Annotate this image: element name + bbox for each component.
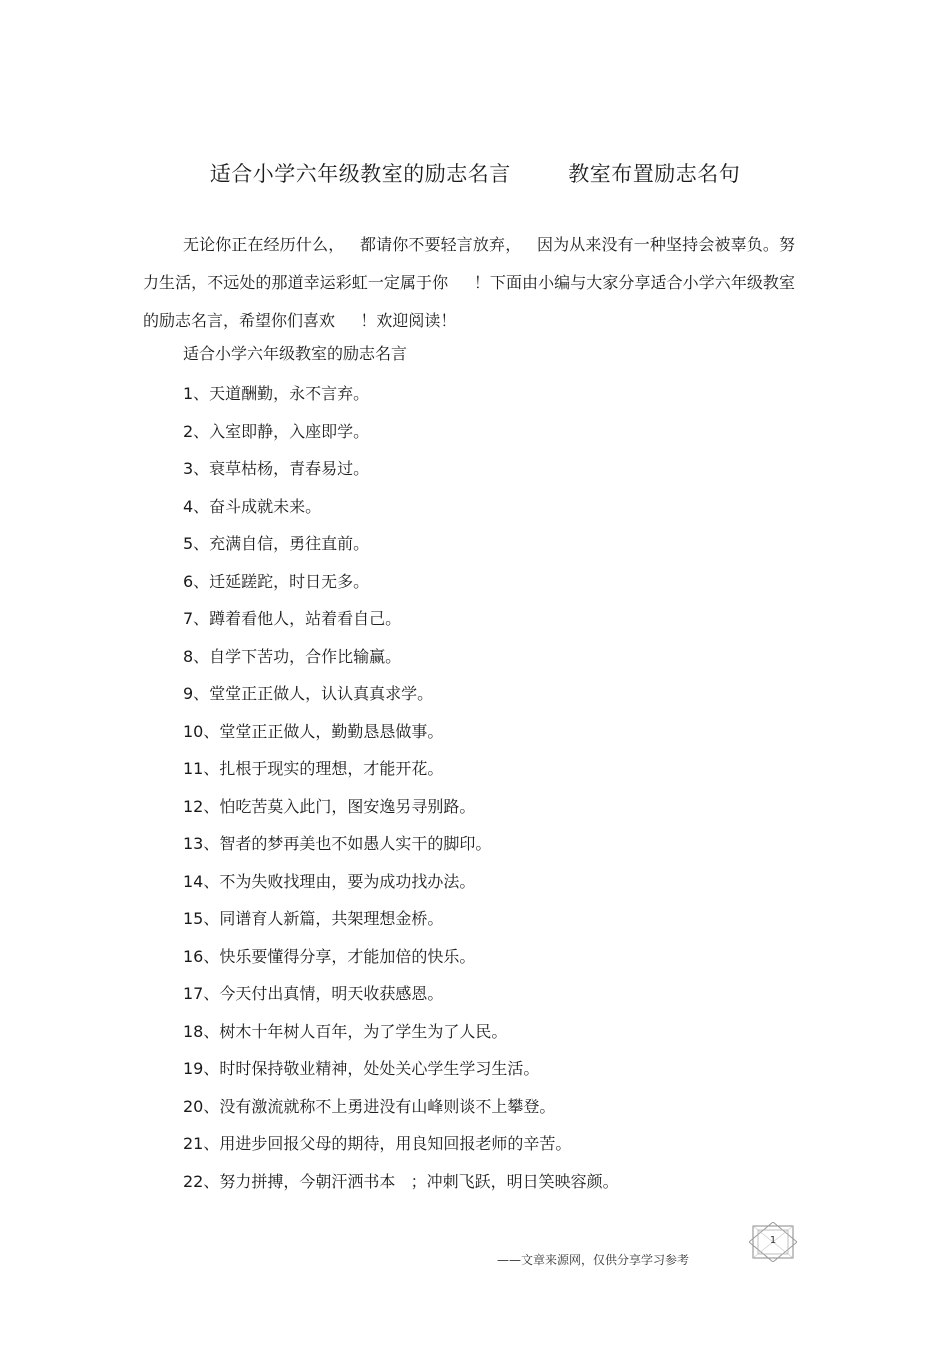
list-item: 22、努力拼搏，今朝汗洒书本 ；冲刺飞跃，明日笑映容颜。	[183, 1171, 619, 1191]
intro-paragraph: 无论你正在经历什么， 都请你不要轻言放弃， 因为从来没有一种坚持会被辜负。努力生活，不远处的那道幸运彩虹一定属于你 ！下面由小编与大家分享适合小学六年级教室的励志名言，希望你们喜欢 ！欢迎阅读！	[143, 235, 795, 330]
list-item: 14、不为失败找理由，要为成功找办法。	[183, 871, 476, 891]
list-item: 11、扎根于现实的理想，才能开花。	[183, 759, 444, 778]
list-item: 13、智者的梦再美也不如愚人实干的脚印。	[183, 834, 492, 853]
list-item: 10、堂堂正正做人，勤勤恳恳做事。	[183, 721, 444, 741]
list-item: 9、堂堂正正做人，认认真真求学。	[183, 684, 434, 703]
list-item: 6、迁延蹉跎，时日无多。	[183, 571, 370, 591]
source-note: ——文章来源网，仅供分享学习参考	[497, 1253, 690, 1267]
list-item: 15、同谱育人新篇，共架理想金桥。	[183, 909, 444, 928]
quote-list	[183, 375, 619, 1200]
list-item: 4、奋斗成就未来。	[183, 496, 322, 516]
document-title: 适合小学六年级教室的励志名言 教室布置励志名句	[209, 162, 741, 186]
list-item: 5、充满自信，勇往直前。	[183, 534, 370, 553]
page-number: 1	[769, 1235, 777, 1246]
list-item: 1、天道酬勤，永不言弃。	[183, 384, 370, 403]
list-item: 20、没有激流就称不上勇进没有山峰则谈不上攀登。	[183, 1096, 556, 1116]
list-item: 7、蹲着看他人，站着看自己。	[183, 609, 402, 628]
list-item: 21、用进步回报父母的期待，用良知回报老师的辛苦。	[183, 1134, 572, 1153]
section-heading: 适合小学六年级教室的励志名言	[183, 344, 408, 363]
list-item: 2、入室即静，入座即学。	[183, 421, 370, 441]
list-item: 16、快乐要懂得分享，才能加倍的快乐。	[183, 946, 476, 966]
list-item: 3、衰草枯杨，青春易过。	[183, 459, 370, 478]
list-item: 19、时时保持敬业精神，处处关心学生学习生活。	[183, 1059, 540, 1078]
list-item: 18、树木十年树人百年，为了学生为了人民。	[183, 1021, 508, 1041]
list-item: 8、自学下苦功，合作比输赢。	[183, 646, 402, 666]
list-item: 12、怕吃苦莫入此门，图安逸另寻别路。	[183, 796, 476, 816]
list-item: 17、今天付出真情，明天收获感恩。	[183, 984, 444, 1003]
